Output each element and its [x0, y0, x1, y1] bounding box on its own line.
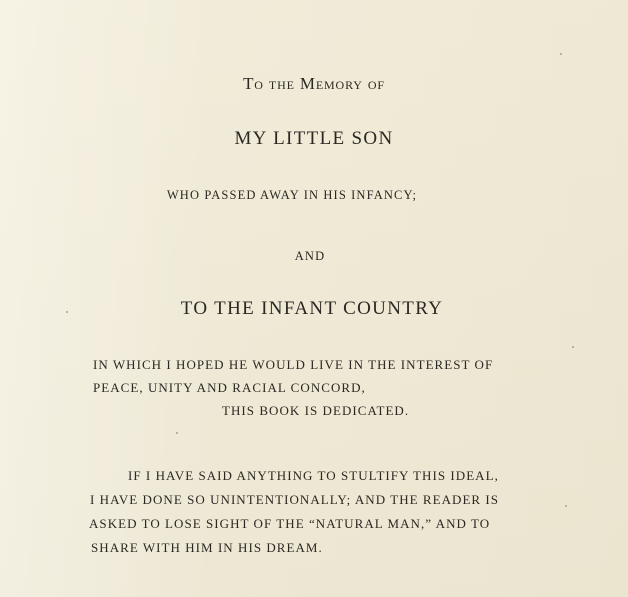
dedication-line-book: THIS BOOK IS DEDICATED. [222, 403, 410, 418]
paper-speck [176, 432, 178, 434]
dedication-line-and: AND [294, 249, 326, 263]
dedication-line-infant-country: TO THE INFANT COUNTRY [180, 298, 444, 319]
dedication-line-memory: To the Memory of [243, 74, 385, 93]
dedication-line-infancy: WHO PASSED AWAY IN HIS INFANCY; [166, 188, 418, 202]
note-line-4: SHARE WITH HIM IN HIS DREAM. [91, 540, 323, 555]
note-line-1: IF I HAVE SAID ANYTHING TO STULTIFY THIS IDEAL, [128, 468, 499, 483]
dedication-line-hoped: IN WHICH I HOPED HE WOULD LIVE IN THE INTEREST OF [93, 357, 494, 372]
paper-speck [66, 311, 68, 313]
paper-speck [565, 505, 567, 507]
note-line-3: ASKED TO LOSE SIGHT OF THE “NATURAL MAN,” AND TO [89, 516, 491, 531]
paper-speck [560, 53, 562, 55]
paper-speck [572, 346, 574, 348]
dedication-line-peace: PEACE, UNITY AND RACIAL CONCORD, [93, 380, 366, 395]
note-line-2: I HAVE DONE SO UNINTENTIONALLY; AND THE READER IS [90, 492, 500, 507]
dedication-line-little-son: MY LITTLE SON [234, 128, 394, 149]
